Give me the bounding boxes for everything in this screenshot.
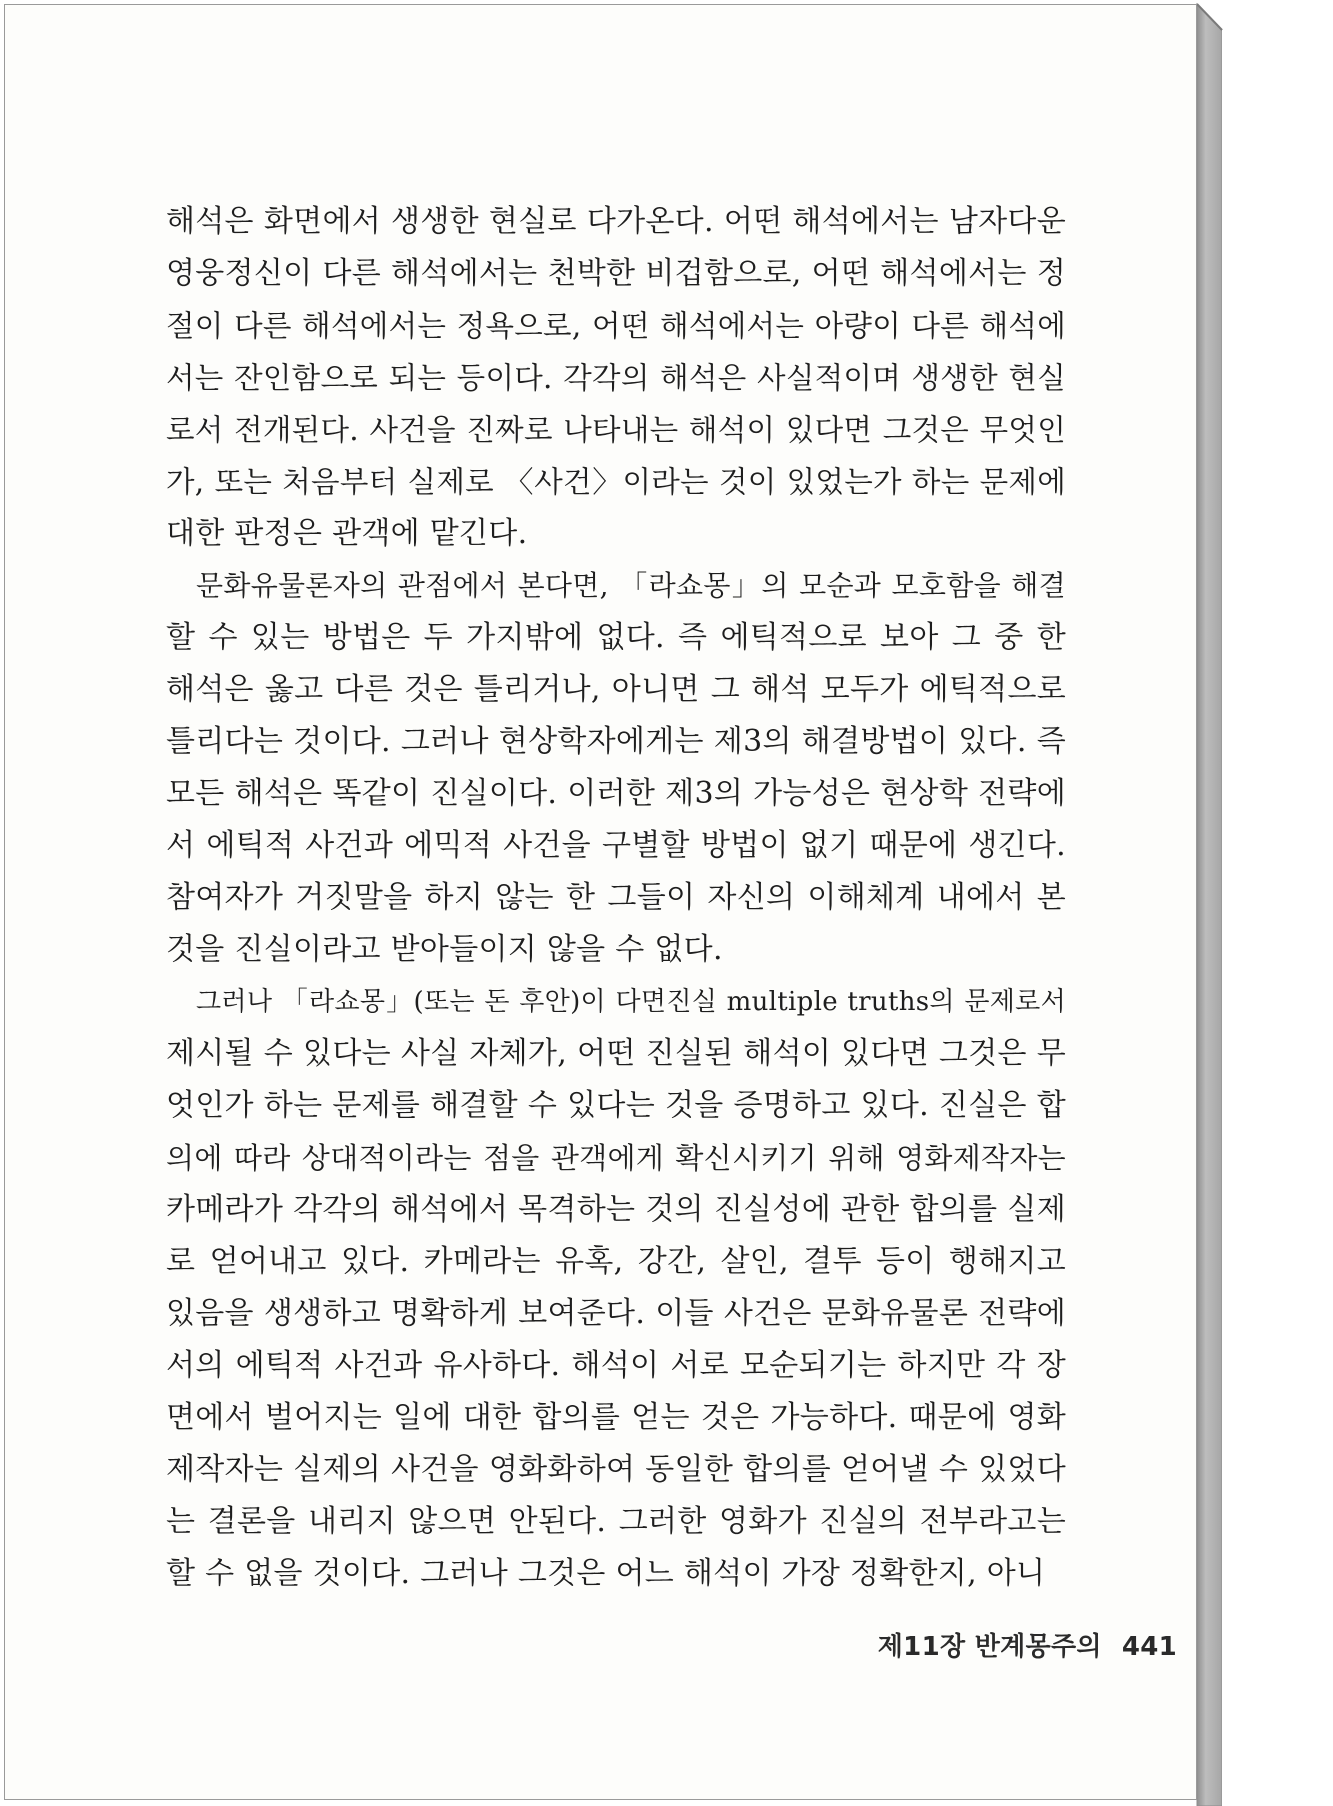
running-footer	[878, 1626, 1177, 1663]
page-number: 441	[1121, 1632, 1177, 1662]
text-line: 영웅정신이 다른 해석에서는 천박한 비겁함으로, 어떤 해석에서는 정	[166, 256, 1066, 291]
text-line: 절이 다른 해석에서는 정욕으로, 어떤 해석에서는 아량이 다른 해석에	[166, 309, 1066, 343]
text-line: 모든 해석은 똑같이 진실이다. 이러한 제3의 가능성은 현상학 전략에	[166, 776, 1066, 811]
text-line: 문화유물론자의 관점에서 본다면, 「라쇼몽」의 모순과 모호함을 해결	[196, 569, 1066, 602]
text-line: 틀리다는 것이다. 그러나 현상학자에게는 제3의 해결방법이 있다. 즉	[166, 724, 1066, 759]
text-line: 카메라가 각각의 해석에서 목격하는 것의 진실성에 관한 합의를 실제	[166, 1192, 1066, 1227]
text-line: 는 결론을 내리지 않으면 안된다. 그러한 영화가 진실의 전부라고는	[166, 1504, 1066, 1539]
text-line: 그러나 「라쇼몽」(또는 돈 후안)이 다면진실 multiple truths의 문제로서	[196, 987, 1066, 1017]
text-line: 가, 또는 처음부터 실제로 〈사건〉이라는 것이 있었는가 하는 문제에	[166, 465, 1066, 499]
text-line: 대한 판정은 관객에 맡긴다.	[166, 516, 528, 551]
text-line: 참여자가 거짓말을 하지 않는 한 그들이 자신의 이해체계 내에서 본	[166, 880, 1066, 915]
text-line: 서의 에틱적 사건과 유사하다. 해석이 서로 모순되기는 하지만 각 장	[166, 1348, 1066, 1383]
text-line: 있음을 생생하고 명확하게 보여준다. 이들 사건은 문화유물론 전략에	[166, 1296, 1066, 1331]
text-line: 로서 전개된다. 사건을 진짜로 나타내는 해석이 있다면 그것은 무엇인	[166, 413, 1066, 447]
text-line: 해석은 옳고 다른 것은 틀리거나, 아니면 그 해석 모두가 에틱적으로	[166, 672, 1066, 707]
body-text	[166, 196, 1066, 1600]
paragraph	[166, 976, 1066, 1600]
text-line: 할 수 없을 것이다. 그러나 그것은 어느 해석이 가장 정확한지, 아니	[166, 1556, 1046, 1591]
text-line: 해석은 화면에서 생생한 현실로 다가온다. 어떤 해석에서는 남자다운	[166, 204, 1066, 239]
paragraph	[166, 196, 1066, 560]
paragraph	[166, 560, 1066, 976]
text-line: 엇인가 하는 문제를 해결할 수 있다는 것을 증명하고 있다. 진실은 합	[166, 1088, 1066, 1123]
text-line: 면에서 벌어지는 일에 대한 합의를 얻는 것은 가능하다. 때문에 영화	[166, 1400, 1066, 1435]
text-line: 것을 진실이라고 받아들이지 않을 수 없다.	[166, 932, 723, 967]
text-line: 로 얻어내고 있다. 카메라는 유혹, 강간, 살인, 결투 등이 행해지고	[166, 1244, 1066, 1279]
text-line: 서 에틱적 사건과 에믹적 사건을 구별할 방법이 없기 때문에 생긴다.	[166, 828, 1066, 863]
text-line: 할 수 있는 방법은 두 가지밖에 없다. 즉 에틱적으로 보아 그 중 한	[166, 620, 1066, 655]
text-line: 의에 따라 상대적이라는 점을 관객에게 확신시키기 위해 영화제작자는	[166, 1141, 1066, 1175]
text-line: 제시될 수 있다는 사실 자체가, 어떤 진실된 해석이 있다면 그것은 무	[166, 1036, 1066, 1071]
text-line: 서는 잔인함으로 되는 등이다. 각각의 해석은 사실적이며 생생한 현실	[166, 361, 1066, 395]
chapter-title: 제11장 반계몽주의	[877, 1632, 1102, 1662]
text-line: 제작자는 실제의 사건을 영화화하여 동일한 합의를 얻어낼 수 있었다	[166, 1452, 1066, 1487]
